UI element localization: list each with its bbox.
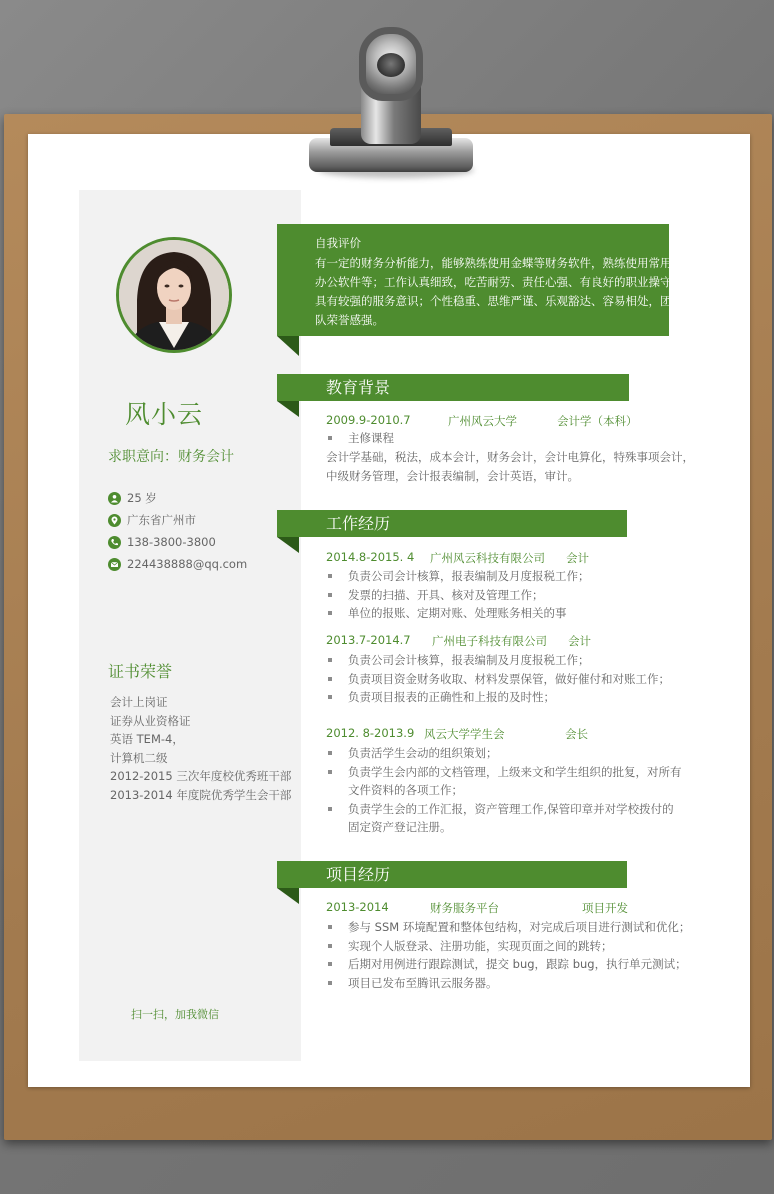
phone-row — [108, 531, 247, 553]
project-item: 后期对用例进行跟踪测试，提交 bug，跟踪 bug，执行单元测试； — [326, 955, 690, 974]
wechat-scan-text: 扫一扫，加我微信 — [131, 1008, 219, 1021]
duty-item: 负责学生会内部的文档管理，上级来文和学生组织的批复，对所有 — [326, 763, 682, 782]
duty-item-continued: 固定资产登记注册。 — [348, 820, 452, 835]
age-text: 25 岁 — [127, 491, 157, 505]
job-company: 广州风云科技有限公司 — [430, 551, 545, 565]
duty-item: 负责公司会计核算，报表编制及月度报税工作； — [326, 567, 590, 586]
self-eval-heading: 自我评价 — [315, 236, 361, 250]
project-heading: 项目经历 — [326, 865, 391, 884]
banner-fold — [277, 888, 299, 904]
job-company: 风云大学学生会 — [424, 727, 505, 741]
job-duties — [326, 744, 682, 837]
duty-item: 单位的报账、定期对账、处理账务相关的事 — [326, 604, 590, 623]
email-row — [108, 553, 247, 575]
self-eval-line: 有一定的财务分析能力，能够熟练使用金蝶等财务软件，熟练使用常用 — [315, 256, 672, 270]
job-role: 会计 — [568, 634, 591, 648]
self-eval-text — [315, 254, 683, 330]
phone-icon — [108, 536, 121, 549]
self-eval-line: 具有较强的服务意识；个性稳重、思维严谨、乐观豁达、容易相处，团 — [315, 294, 672, 308]
job-role: 会长 — [565, 727, 588, 741]
job-period: 2014.8-2015. 4 — [326, 550, 415, 564]
education-period: 2009.9-2010.7 — [326, 413, 411, 427]
email-text[interactable]: 224438888@qq.com — [127, 557, 248, 571]
location-row — [108, 509, 247, 531]
project-item: 实现个人版登录、注册功能，实现页面之间的跳转； — [326, 937, 690, 956]
job-intent: 求职意向：财务会计 — [108, 449, 234, 465]
project-item: 参与 SSM 环境配置和整体包结构，对完成后项目进行测试和优化； — [326, 918, 690, 937]
certificate-item: 会计上岗证 — [110, 695, 168, 709]
person-icon — [108, 492, 121, 505]
job-period: 2012. 8-2013.9 — [326, 726, 415, 740]
banner-fold — [277, 401, 299, 417]
certificate-item: 2013-2014 年度院优秀学生会干部 — [110, 787, 292, 802]
certificates-list — [110, 693, 291, 805]
duty-item: 发票的扫描、开具、核对及管理工作； — [326, 586, 590, 605]
job-company: 广州电子科技有限公司 — [432, 634, 547, 648]
course-line: 中级财务管理，会计报表编制，会计英语，审计。 — [326, 469, 579, 483]
certificate-item: 计算机二级 — [110, 750, 168, 765]
self-eval-line: 队荣誉感强。 — [315, 313, 384, 327]
location-text: 广东省广州市 — [127, 513, 196, 527]
self-eval-line: 办公软件等；工作认真细致，吃苦耐劳、责任心强、有良好的职业操守， — [315, 275, 683, 289]
job-duties — [326, 567, 590, 623]
project-items — [326, 918, 690, 992]
work-heading: 工作经历 — [326, 514, 391, 533]
avatar-photo — [116, 237, 232, 353]
duty-item: 负责项目资金财务收取、材料发票保管，做好催付和对账工作； — [326, 670, 670, 689]
duty-item-continued: 文件资料的各项工作； — [348, 783, 463, 798]
course-label: 主修课程 — [326, 429, 394, 448]
education-school: 广州风云大学 — [448, 414, 517, 428]
duty-item: 负责活学生会动的组织策划； — [326, 744, 682, 763]
banner-fold — [277, 537, 299, 553]
education-major: 会计学（本科） — [557, 414, 638, 428]
project-name: 财务服务平台 — [430, 901, 499, 915]
duty-item: 负责学生会的工作汇报，资产管理工作,保管印章并对学校拨付的 — [326, 800, 682, 819]
job-role: 会计 — [566, 551, 589, 565]
age-row — [108, 487, 247, 509]
certificate-item: 证券从业资格证 — [110, 713, 191, 728]
location-pin-icon — [108, 514, 121, 527]
duty-item: 负责公司会计核算，报表编制及月度报税工作； — [326, 651, 670, 670]
course-line: 会计学基础，税法，成本会计，财务会计，会计电算化，特殊事项会计， — [326, 450, 694, 464]
certificate-item: 2012-2015 三次年度校优秀班干部 — [110, 769, 292, 784]
project-period: 2013-2014 — [326, 900, 389, 914]
candidate-name: 风小云 — [125, 400, 204, 429]
duty-item: 负责项目报表的正确性和上报的及时性； — [326, 688, 670, 707]
course-label-list — [326, 429, 394, 448]
contact-list — [108, 487, 247, 575]
job-duties — [326, 651, 670, 707]
certificates-heading: 证书荣誉 — [108, 662, 173, 681]
education-heading: 教育背景 — [326, 378, 391, 397]
project-item: 项目已发布至腾讯云服务器。 — [326, 974, 690, 993]
email-icon — [108, 558, 121, 571]
certificate-item: 英语 TEM-4， — [110, 732, 184, 747]
binder-clip-hole — [377, 53, 405, 77]
project-role: 项目开发 — [582, 901, 628, 915]
job-period: 2013.7-2014.7 — [326, 633, 411, 647]
phone-text[interactable]: 138-3800-3800 — [127, 535, 216, 549]
banner-fold — [277, 336, 299, 356]
